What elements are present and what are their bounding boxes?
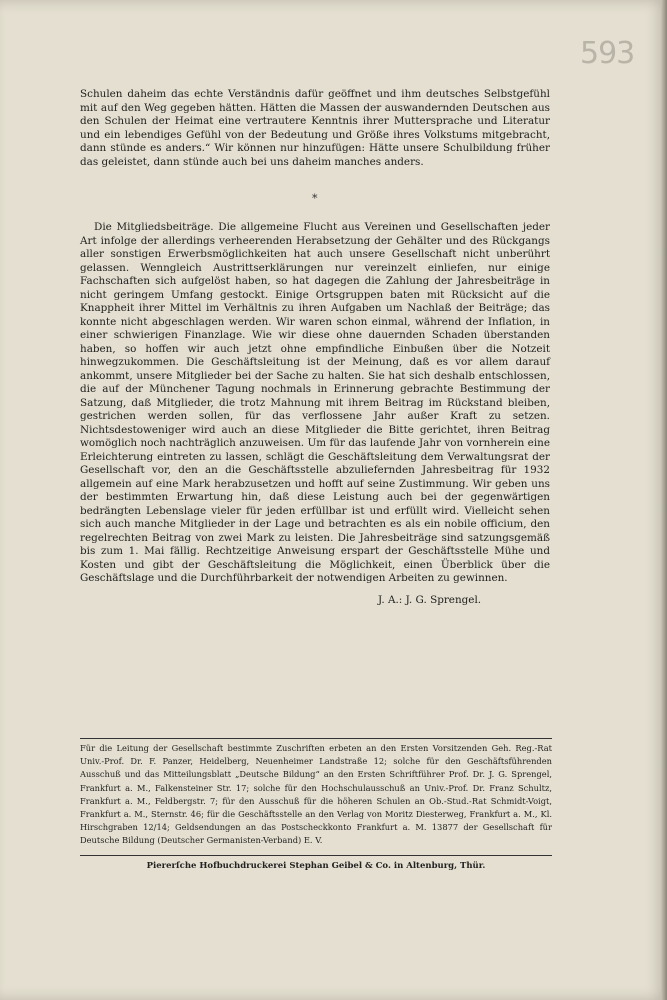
- footer-notice: Für die Leitung der Gesellschaft bestimmte Zuschriften erbeten an den Ersten Vorsitzenden Geh. Reg.-Rat Univ.-Prof. Dr. F. Panzer, Heidelberg, Neuenheimer Landstraße 12; solche für den Geschäftsführenden Ausschuß und das Mitteilungsblatt „Deutsche Bildung“ an den Ersten Schriftführer Prof. Dr. J. G. Sprengel, Frankfurt a. M., Falkensteiner Str. 17; solche für den Hochschulausschuß an Univ.-Prof. Dr. Franz Schultz, Frankfurt a. M., Feldbergstr. 7; für den Ausschuß für die höheren Schulen an Ob.-Stud.-Rat Schmidt-Voigt, Frankfurt a. M., Sternstr. 46; für die Geschäftsstelle an den Verlag von Moritz Diesterweg, Frankfurt a. M., Kl. Hirschgraben 12/14; Geldsendungen an das Postscheckkonto Frankfurt a. M. 13877 der Gesellschaft für Deutsche Bildung (Deutscher Germanisten-Verband) E. V.: [80, 743, 552, 846]
- paragraph-2-text: Die Mitgliedsbeiträge. Die allgemeine Flucht aus Vereinen und Gesellschaften jeder Art infolge der allerdings verheerenden Herabsetzung der Gehälter und des Rückgangs aller sonstigen Erwerbsmöglichkeiten hat auch unsere Gesellschaft nicht unberührt gelassen. Wenngleich Austrittserklärungen nur vereinzelt einliefen, nur einige Fachschaften sich aufgelöst haben, so hat dagegen die Zahlung der Jahresbeiträge in nicht geringem Umfang gestockt. Einige Ortsgruppen baten mit Rücksicht auf die Knappheit ihrer Mittel im Verhältnis zu ihren Aufgaben um Nachlaß der Beiträge; das konnte nicht abgeschlagen werden. Wir waren schon einmal, während der Inflation, in einer schwierigen Finanzlage. Wie wir diese ohne dauernden Schaden überstanden haben, so hoffen wir auch jetzt ohne empfindliche Einbußen über die Notzeit hinwegzukommen. Die Geschäftsleitung ist der Meinung, daß es vor allem darauf ankommt, unsere Mitglieder bei der Sache zu halten. Sie hat sich deshalb entschlossen, die auf der Münchener Tagung nochmals in Erinnerung gebrachte Bestimmung der Satzung, daß Mitglieder, die trotz Mahnung mit ihrem Beitrag im Rückstand bleiben, gestrichen werden sollen, für das verflossene Jahr außer Kraft zu setzen. Nichtsdestoweniger wird auch an diese Mitglieder die Bitte gerichtet, ihren Beitrag womöglich noch nachträglich anzuweisen. Um für das laufende Jahr von vornherein eine Erleichterung eintreten zu lassen, schlägt die Geschäftsleitung dem Verwaltungsrat der Gesellschaft vor, den an die Geschäftsstelle abzuliefernden Jahresbeitrag für 1932 allgemein auf eine Mark herabzusetzen und hofft auf seine Zustimmung. Wir geben uns der bestimmten Erwartung hin, daß diese Leistung auch bei der gegenwärtigen bedrängten Lebenslage vieler für jeden erfüllbar ist und erfüllt wird. Vielleicht sehen sich auch manche Mitglieder in der Lage und betrachten es als ein nobile officium, den regelrechten Beitrag von zwei Mark zu leisten. Die Jahresbeiträge sind satzungsgemäß bis zum 1. Mai fällig. Rechtzeitige Anweisung erspart der Geschäftsstelle Mühe und Kosten und gibt der Geschäftsleitung die Möglichkeit, einen Überblick über die Geschäftslage und die Durchführbarkeit der notwendigen Arbeiten zu gewinnen.: [80, 221, 550, 584]
- footer-rule-bottom: [80, 855, 552, 856]
- section-separator: *: [312, 192, 318, 205]
- paragraph-2: [80, 221, 550, 586]
- footer-rule-top: [80, 738, 552, 739]
- page-number: 593: [580, 36, 635, 71]
- printer-imprint: Piererſche Hofbuchdruckerei Stephan Geibel & Co. in Altenburg, Thür.: [146, 861, 486, 871]
- signature: J. A.: J. G. Sprengel.: [378, 594, 482, 606]
- page-edge: [661, 0, 667, 1000]
- paragraph-1: Schulen daheim das echte Verständnis dafür geöffnet und ihm deutsches Selbstgefühl mit auf den Weg gegeben hätten. Hätten die Massen der auswandernden Deutschen aus den Schulen der Heimat eine vertrautere Kenntnis ihrer Muttersprache und Literatur und ein lebendiges Gefühl von der Bedeutung und Größe ihres Volkstums mitgebracht, dann stünde es anders.“ Wir können nur hinzufügen: Hätte unsere Schulbildung früher das geleistet, dann stünde auch bei uns daheim manches anders.: [80, 88, 550, 168]
